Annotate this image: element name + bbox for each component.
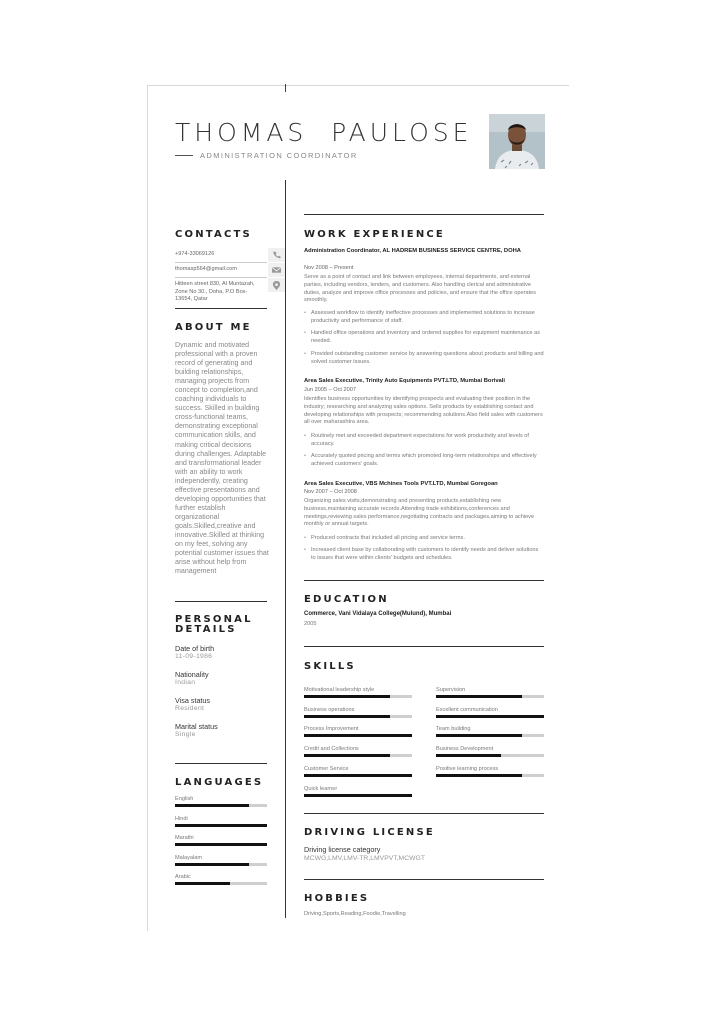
language-level-bar: [175, 804, 267, 807]
contact-address: Hitteen street 830, Al Muntazah, Zone No 30., Doha, P.O Box-13654, Qatar: [175, 281, 255, 302]
driving-heading: DRIVING LICENSE: [304, 827, 435, 838]
job-bullet: • Produced contracts that included all pricing and service terms.: [304, 535, 544, 543]
language-level-fill: [175, 824, 267, 827]
job-title: ADMINISTRATION COORDINATOR: [200, 151, 358, 160]
language-name: Arabic: [175, 874, 191, 880]
skill-level-fill: [304, 734, 412, 737]
skill-level-bar: [304, 774, 412, 777]
contact-email[interactable]: thomasp564@gmail.com: [175, 266, 237, 272]
language-name: Hindi: [175, 815, 188, 822]
candidate-name: THOMAS PAULOSE: [175, 118, 473, 147]
skill-level-bar: [304, 734, 412, 737]
job-bullet: • Provided outstanding customer service by answering questions about products and billing and solved customer issues.: [304, 351, 544, 367]
skill-level-bar: [304, 695, 412, 698]
job-bullet: • Handled office operations and inventory and ordered supplies for equipment maintenance as needed.: [304, 330, 544, 346]
section-rule: [175, 601, 267, 602]
job-title-3: Area Sales Executive, VBS Mchines Tools PVT.LTD, Mumbai Goregoan: [304, 481, 498, 487]
skill-level-fill: [304, 695, 390, 698]
language-level-fill: [175, 843, 267, 846]
skill-level-bar: [436, 715, 544, 718]
skill-name: Business operations: [304, 706, 355, 713]
section-rule: [304, 813, 544, 814]
about-heading: ABOUT ME: [175, 322, 252, 333]
title-accent-line: [175, 155, 193, 156]
language-level-fill: [175, 804, 249, 807]
language-name: Malayalam: [175, 854, 203, 861]
skill-level-fill: [436, 715, 544, 718]
driving-value: MCWG,LMV,LMV-TR,LMVPVT,MCWGT: [304, 855, 425, 862]
education-title: Commerce, Vani Vidalaya College(Mulund), Mumbai: [304, 611, 452, 617]
job-title-1: Administration Coordinator, AL HADREM BUSINESS SERVICE CENTRE, DOHA: [304, 248, 521, 254]
work-heading: WORK EXPERIENCE: [304, 229, 445, 240]
pd-value: Resident: [175, 705, 205, 712]
job-desc-1: Serve as a point of contact and link between employees, internal departments, and external parties, including vendors, lenders, and customers. Also handling clerical and administrative duties, analyze and improve office processes and policies, and ensure that the office operates smoothly.: [304, 274, 537, 304]
section-rule: [304, 214, 544, 215]
job-bullet: • Routinely met and exceeded department expectations for work productivity and levels of accuracy.: [304, 433, 544, 449]
divider: [175, 277, 267, 278]
skill-level-fill: [436, 754, 501, 757]
profile-photo: [489, 114, 545, 169]
section-rule: [175, 763, 267, 764]
personal-heading: PERSONAL DETAILS: [175, 614, 253, 635]
skill-name: Excellent communication: [436, 706, 498, 713]
language-level-bar: [175, 843, 267, 846]
languages-heading: LANGUAGES: [175, 777, 264, 788]
job-bullet: • Increased client base by collaborating with customers to identify needs and deliver solutions to issues that were within clients' budgets and schedules.: [304, 547, 544, 563]
skill-level-fill: [304, 774, 412, 777]
skill-level-fill: [436, 734, 522, 737]
hobbies-text: Driving,Sports,Reading,Foodie,Travelling: [304, 911, 406, 917]
skill-name: Process Improvement: [304, 726, 359, 733]
language-name: Marathi: [175, 835, 194, 841]
skill-level-bar: [436, 774, 544, 777]
language-level-bar: [175, 824, 267, 827]
pd-label: Nationality: [175, 670, 209, 679]
divider: [175, 262, 267, 263]
hobbies-heading: HOBBIES: [304, 893, 370, 904]
skill-level-fill: [304, 754, 390, 757]
section-rule: [304, 580, 544, 581]
pd-label: Visa status: [175, 696, 211, 705]
section-rule: [304, 646, 544, 647]
job-title-2: Area Sales Executive, Trinity Auto Equipments PVT.LTD, Mumbai Borivali: [304, 378, 506, 384]
contact-phone[interactable]: +974-33069126: [175, 251, 215, 257]
language-level-fill: [175, 863, 249, 866]
job-dates-1: Nov 2008 – Present: [304, 265, 354, 271]
pd-value: 11-09-1986: [175, 653, 213, 660]
pd-value: Single: [175, 731, 196, 738]
skill-level-fill: [304, 794, 412, 797]
skill-level-fill: [304, 715, 390, 718]
skills-heading: SKILLS: [304, 661, 356, 672]
skill-name: Quick learner: [304, 785, 338, 792]
section-rule: [304, 879, 544, 880]
skill-level-bar: [436, 695, 544, 698]
skill-level-bar: [304, 794, 412, 797]
job-dates-2: Jun 2005 – Oct 2007: [304, 387, 356, 393]
column-divider: [285, 180, 286, 918]
education-heading: EDUCATION: [304, 594, 389, 605]
skill-level-bar: [304, 715, 412, 718]
job-desc-3: Organizing sales visits,demonstrating and presenting products,establishing new business,maintaining accurate records.Attending trade exhibitions,conferences and meetings,reviewing sales performance,negotiating contracts and packages,aiming to achieve monthly or annual targets.: [304, 498, 535, 528]
language-level-fill: [175, 882, 230, 885]
section-rule: [175, 308, 267, 309]
skill-name: Supervision: [436, 687, 466, 693]
job-bullet: • Assessed workflow to identify ineffective processes and implemented solutions to increase productivity and performance of staff.: [304, 310, 544, 326]
language-level-bar: [175, 863, 267, 866]
job-desc-2: Identifies business opportunities by identifying prospects and evaluating their position in the industry; researching and analyzing sales options. Sells products by establishing contact and developing relationships with prospects; recommending solutions.Also field sales with customers all over maharashtra area.: [304, 396, 543, 426]
skill-level-bar: [304, 754, 412, 757]
pd-value: Indian: [175, 679, 196, 686]
mail-icon: [268, 263, 285, 277]
language-name: English: [175, 796, 194, 802]
language-level-bar: [175, 882, 267, 885]
skill-name: Credit and Collections: [304, 746, 359, 753]
skill-name: Business Development: [436, 746, 494, 753]
about-text: Dynamic and motivated professional with a proven record of generating and building relationships, managing projects from concept to completion,and coaching individuals to success. Skilled in building cross-functional teams, demonstrating exceptional communication skills, and making critical decisions during challenges. Adaptable and transformational leader with an ability to work independently, creating effective presentations and developing opportunities that further establish organizational goals.Skilled,creative and innovative.Skilled at thinking on my feet, solving any potential customer issues that arise without help from management: [175, 341, 269, 576]
driving-label: Driving license category: [304, 845, 381, 854]
skill-level-fill: [436, 774, 522, 777]
skill-name: Motivational leadership style: [304, 687, 375, 693]
skill-level-bar: [436, 754, 544, 757]
job-bullet: • Accurately quoted pricing and terms which promoted long-term relationships and effectively achieved customers' goals.: [304, 453, 544, 469]
pd-label: Date of birth: [175, 644, 215, 653]
job-dates-3: Nov 2007 – Oct 2008: [304, 489, 357, 495]
skill-name: Team building: [436, 726, 471, 733]
skill-name: Customer Service: [304, 765, 349, 772]
contacts-heading: CONTACTS: [175, 229, 252, 240]
skill-level-bar: [436, 734, 544, 737]
skill-level-fill: [436, 695, 522, 698]
skill-name: Positive learning process: [436, 765, 499, 772]
header-tick: [285, 84, 286, 92]
location-icon: [268, 278, 285, 292]
pd-label: Marital status: [175, 722, 218, 731]
phone-icon: [268, 248, 285, 262]
education-year: 2005: [304, 621, 317, 627]
